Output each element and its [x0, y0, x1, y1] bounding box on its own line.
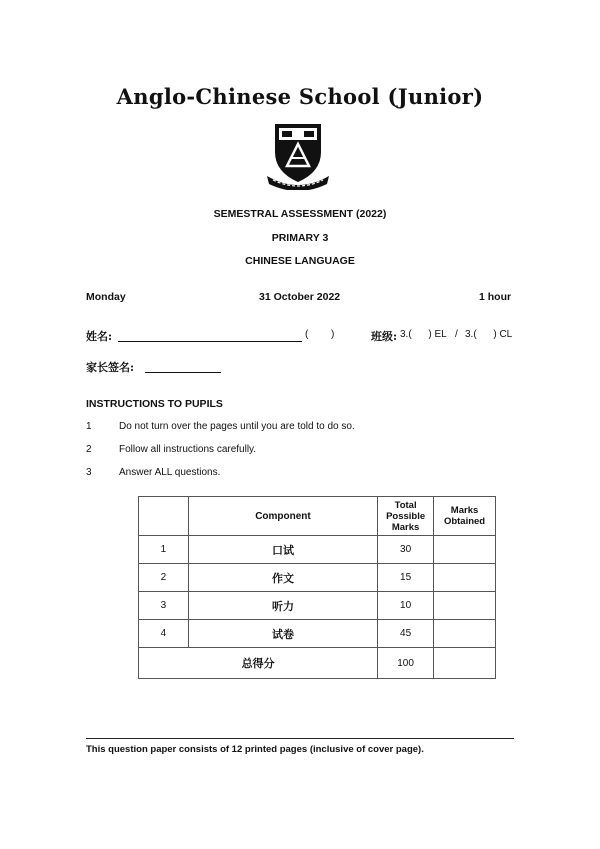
row-component: 试卷 [188, 620, 377, 648]
exam-duration: 1 hour [479, 291, 512, 303]
table-row [139, 592, 496, 620]
row-marks-obtained [434, 536, 496, 564]
table-row [139, 620, 496, 648]
parent-signature-label: 家长签名: [86, 361, 135, 374]
class-cl: 3.( ) CL [465, 329, 513, 340]
row-total-marks: 15 [378, 564, 434, 592]
school-name: Anglo-Chinese School (Junior) [116, 84, 484, 109]
row-marks-obtained [434, 564, 496, 592]
table-header-row [139, 497, 496, 536]
exam-day: Monday [86, 291, 126, 303]
row-total-marks: 10 [378, 592, 434, 620]
name-field-line [118, 341, 302, 342]
row-number: 2 [139, 564, 189, 592]
level: PRIMARY 3 [271, 232, 329, 244]
name-label: 姓名: [86, 330, 113, 343]
index-paren-close: ) [331, 329, 335, 340]
table-total-row [139, 648, 496, 679]
row-total-marks: 45 [378, 620, 434, 648]
row-marks-obtained [434, 620, 496, 648]
total-marks: 100 [378, 648, 434, 679]
total-label: 总得分 [139, 648, 378, 679]
index-paren-open: ( [305, 329, 309, 340]
instruction-text: Answer ALL questions. [119, 467, 221, 478]
header-marks-obtained: Marks Obtained [434, 497, 496, 536]
marks-table [138, 496, 496, 679]
instructions-heading: INSTRUCTIONS TO PUPILS [86, 398, 223, 410]
row-total-marks: 30 [378, 536, 434, 564]
total-marks-obtained [434, 648, 496, 679]
header-number-cell [139, 497, 189, 536]
row-component: 听力 [188, 592, 377, 620]
exam-date: 31 October 2022 [259, 291, 341, 303]
header-component: Component [188, 497, 377, 536]
row-number: 4 [139, 620, 189, 648]
instruction-number: 1 [86, 421, 92, 432]
parent-signature-line [145, 372, 221, 373]
instruction-number: 3 [86, 467, 92, 478]
class-label: 班级: [371, 330, 398, 343]
school-crest-logo [265, 118, 331, 190]
subject: CHINESE LANGUAGE [245, 255, 355, 267]
class-el: 3.( ) EL [400, 329, 447, 340]
instruction-text: Follow all instructions carefully. [119, 444, 257, 455]
row-marks-obtained [434, 592, 496, 620]
footer-note: This question paper consists of 12 printed pages (inclusive of cover page). [86, 744, 424, 755]
row-number: 1 [139, 536, 189, 564]
row-component: 作文 [188, 564, 377, 592]
instruction-text: Do not turn over the pages until you are told to do so. [119, 421, 355, 432]
row-component: 口试 [188, 536, 377, 564]
assessment-title: SEMESTRAL ASSESSMENT (2022) [213, 208, 387, 220]
header-total-possible-marks: Total Possible Marks [378, 497, 434, 536]
instruction-number: 2 [86, 444, 92, 455]
table-row [139, 536, 496, 564]
class-separator: / [455, 329, 458, 340]
footer-divider [86, 738, 514, 739]
row-number: 3 [139, 592, 189, 620]
table-row [139, 564, 496, 592]
